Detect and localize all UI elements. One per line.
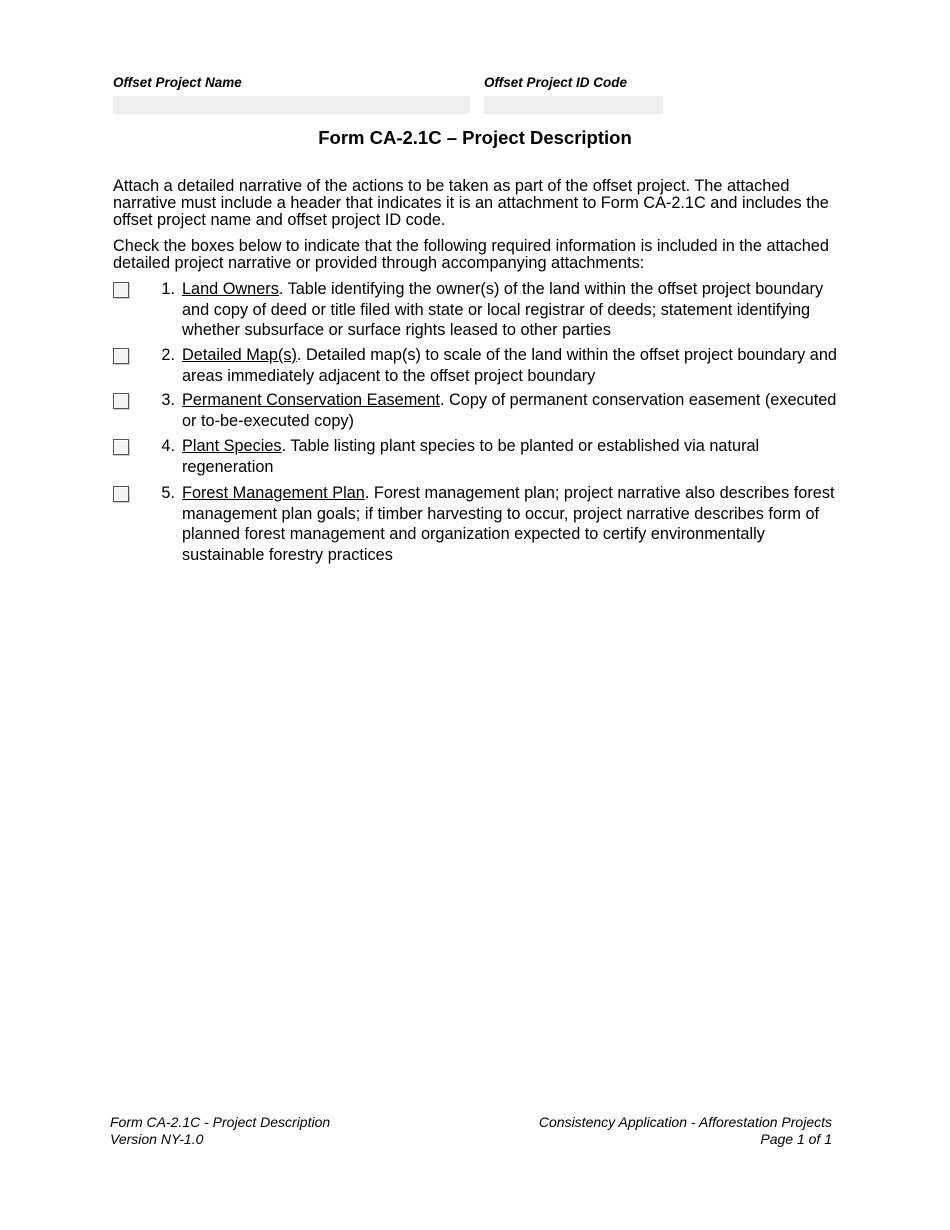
project-name-label: Offset Project Name (113, 75, 242, 90)
item-heading: Land Owners (182, 280, 279, 298)
footer-page-number: Page 1 of 1 (760, 1130, 832, 1147)
item-text (182, 345, 842, 386)
item-description: Table identifying the owner(s) of the land within the offset project boundary and copy of deed or title filed with state or local registrar of deeds; statement identifying whether subsurface or surface rights leased to other parties (182, 280, 824, 339)
intro-paragraph: Attach a detailed narrative of the actions to be taken as part of the offset project. The attached narrative must include a header that indicates it is an attachment to Form CA-2.1C and includes the offset project name and offset project ID code. (113, 177, 829, 229)
item-description: Table listing plant species to be planted or established via natural regeneration (182, 437, 760, 476)
item-heading: Forest Management Plan (182, 484, 365, 502)
item-number: 5. (161, 484, 175, 502)
footer-application-name: Consistency Application - Afforestation Projects (538, 1114, 832, 1130)
item-separator: . (278, 280, 288, 298)
land-owners-checkbox[interactable] (113, 282, 129, 298)
item-separator: . (281, 437, 291, 455)
conservation-easement-checkbox[interactable] (113, 393, 129, 409)
footer-right (539, 1114, 832, 1147)
item-number: 2. (161, 346, 175, 364)
item-number: 3. (161, 391, 175, 409)
item-separator: . (296, 346, 306, 364)
item-text (182, 390, 842, 431)
forest-management-plan-checkbox[interactable] (113, 486, 129, 502)
item-text (182, 483, 842, 565)
item-separator: . (364, 484, 374, 502)
plant-species-checkbox[interactable] (113, 439, 129, 455)
item-description: Detailed map(s) to scale of the land within the offset project boundary and areas immediately adjacent to the offset project boundary (182, 346, 837, 385)
project-name-input[interactable] (113, 96, 470, 114)
footer-version: Version NY-1.0 (110, 1130, 204, 1147)
item-number: 4. (161, 437, 175, 455)
footer-left (110, 1114, 330, 1147)
item-description: Copy of permanent conservation easement (executed or to-be-executed copy) (182, 391, 837, 430)
item-separator: . (439, 391, 449, 409)
form-title: Form CA-2.1C – Project Description (318, 127, 632, 148)
detailed-maps-checkbox[interactable] (113, 348, 129, 364)
item-text (182, 436, 842, 477)
item-heading: Plant Species (182, 437, 282, 455)
project-id-label: Offset Project ID Code (484, 75, 628, 90)
item-number: 1. (161, 280, 175, 298)
item-heading: Detailed Map(s) (182, 346, 297, 364)
instructions-paragraph: Check the boxes below to indicate that the following required information is included in the attached detailed project narrative or provided through accompanying attachments: (113, 237, 829, 272)
item-text (182, 279, 842, 341)
footer-form-name: Form CA-2.1C - Project Description (110, 1114, 331, 1130)
project-id-input[interactable] (484, 96, 663, 114)
item-heading: Permanent Conservation Easement (182, 391, 440, 409)
item-description: Forest management plan; project narrative also describes forest management plan goals; if timber harvesting to occur, project narrative describes form of planned forest management and organization expected to certify environmentally sustainable forestry practices (182, 484, 835, 564)
